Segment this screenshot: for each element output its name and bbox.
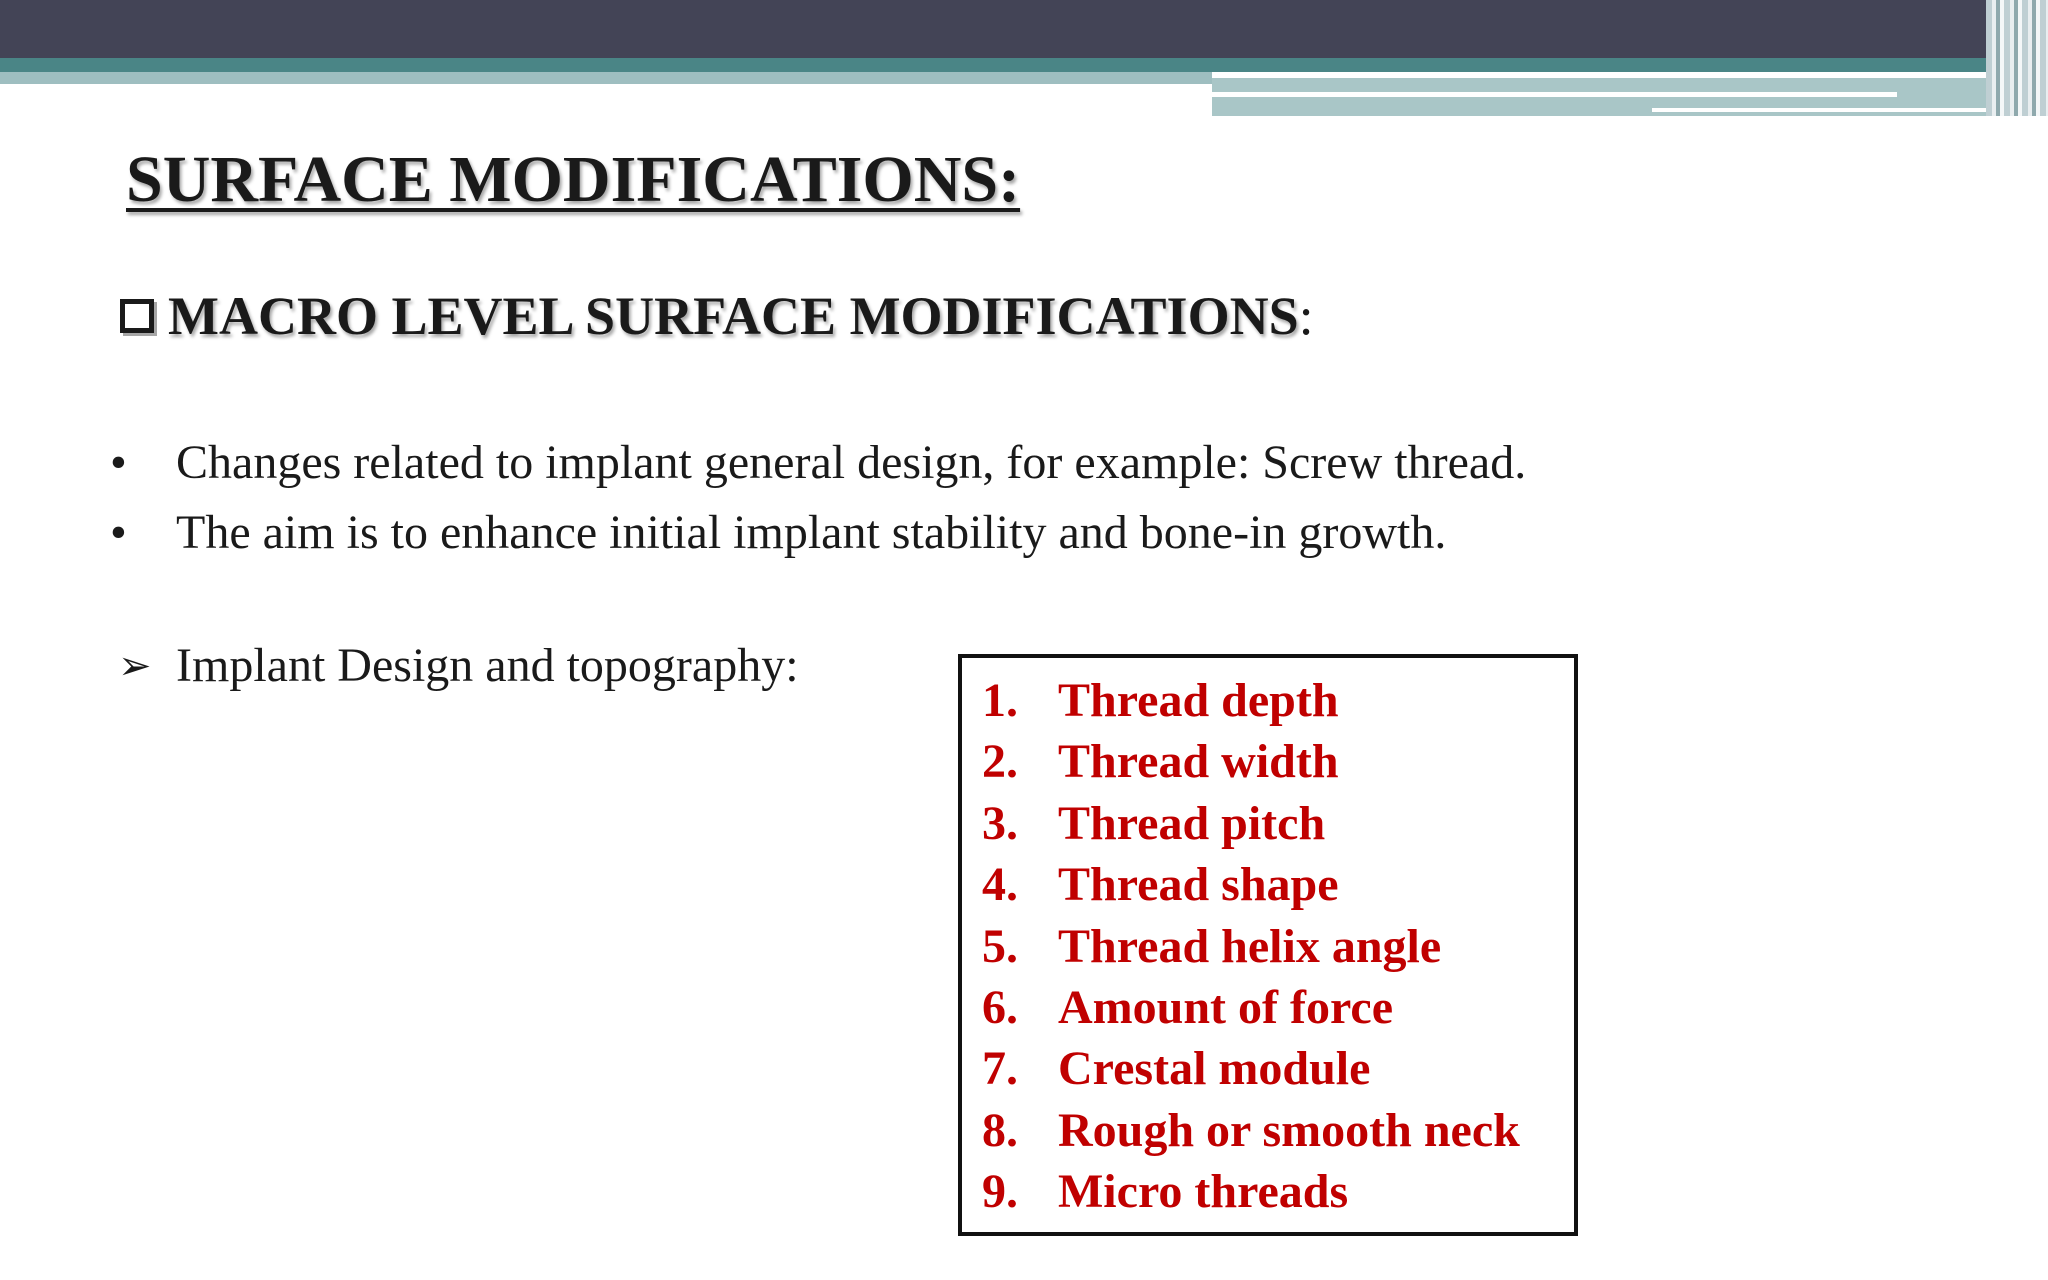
header-edge-bars <box>1986 0 2048 116</box>
list-item <box>982 977 1520 1038</box>
list-item <box>982 670 1520 731</box>
bullet-list <box>110 428 1526 568</box>
list-number: 9. <box>982 1165 1018 1219</box>
bullet-text: Changes related to implant general design, for example: Screw thread. <box>176 436 1527 489</box>
list-number: 6. <box>982 981 1018 1035</box>
header-white-line <box>1212 92 1897 97</box>
list-item <box>110 498 1526 568</box>
header-teal-stripe <box>0 58 2048 72</box>
thread-features-list <box>982 670 1520 1223</box>
list-label: Thread depth <box>1058 674 1339 727</box>
list-number: 2. <box>982 735 1018 789</box>
bullet-icon: • <box>110 506 127 559</box>
bullet-text: The aim is to enhance initial implant stability and bone-in growth. <box>176 506 1447 559</box>
list-number: 4. <box>982 858 1018 912</box>
header-white-line-short <box>1652 108 2032 112</box>
list-item <box>982 1038 1520 1099</box>
section-heading-text: MACRO LEVEL SURFACE MODIFICATIONS <box>168 286 1299 346</box>
list-item <box>982 854 1520 915</box>
section-heading-colon: : <box>1298 286 1314 346</box>
list-label: Thread pitch <box>1058 796 1326 850</box>
arrow-bullet-icon: ➢ <box>118 643 152 688</box>
list-number: 1. <box>982 674 1018 727</box>
list-label: Rough or smooth neck <box>1058 1103 1520 1157</box>
list-label: Thread width <box>1058 735 1339 789</box>
design-line <box>118 638 799 693</box>
list-number: 8. <box>982 1103 1018 1157</box>
bullet-icon: • <box>110 436 127 489</box>
header-light-stripe-left <box>0 72 1212 84</box>
list-item <box>982 1161 1520 1222</box>
list-number: 3. <box>982 796 1018 850</box>
list-label: Crestal module <box>1058 1042 1371 1096</box>
list-number: 7. <box>982 1042 1018 1096</box>
section-heading <box>120 285 1314 347</box>
list-label: Thread shape <box>1058 858 1339 912</box>
list-item <box>982 731 1520 792</box>
list-label: Amount of force <box>1058 981 1394 1035</box>
list-item <box>982 1100 1520 1161</box>
slide-title: SURFACE MODIFICATIONS: <box>126 143 1021 216</box>
list-label: Thread helix angle <box>1058 919 1442 973</box>
header-band <box>0 0 2048 58</box>
list-item <box>110 428 1526 498</box>
list-number: 5. <box>982 919 1018 973</box>
design-line-text: Implant Design and topography: <box>176 639 799 692</box>
list-item <box>982 793 1520 854</box>
list-item <box>982 916 1520 977</box>
checkbox-icon <box>120 299 154 333</box>
thread-features-box <box>958 654 1578 1236</box>
list-label: Micro threads <box>1058 1165 1349 1219</box>
